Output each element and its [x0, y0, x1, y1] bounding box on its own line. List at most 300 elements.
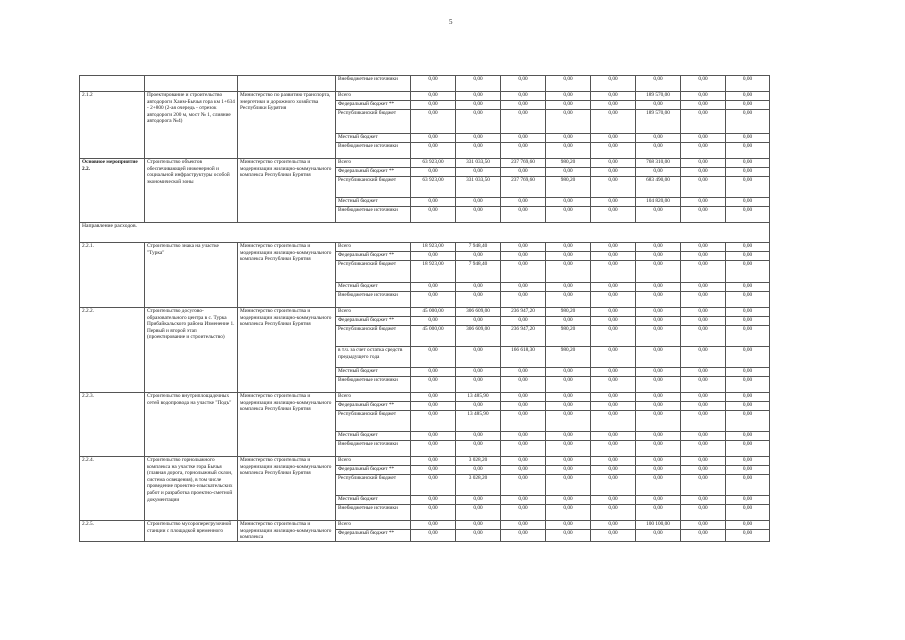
value-cell: 0,00 [591, 317, 636, 326]
value-cell: 0,00 [726, 317, 770, 326]
value-cell: 0,00 [591, 177, 636, 198]
row-executor: Министерство по развитию транспорта, энергетики и дорожного хозяйства Республики Бурятия [238, 92, 336, 159]
value-cell: 0,00 [726, 168, 770, 177]
value-cell: 0,00 [636, 243, 681, 252]
value-cell: 0,00 [546, 168, 591, 177]
value-cell: 0,00 [546, 457, 591, 466]
row-executor: Министерство строительства и модернизации жилищно-коммунального комплекса [238, 521, 336, 542]
value-cell: 0,00 [546, 432, 591, 441]
row-executor: Министерство строительства и модернизации жилищно-коммунального комплекса Республики Бурятия [238, 159, 336, 223]
value-cell: 0,00 [681, 457, 726, 466]
value-cell: 0,00 [411, 292, 456, 308]
value-cell: 0,00 [726, 377, 770, 393]
value-cell: 0,00 [456, 521, 501, 530]
value-cell: 980,20 [546, 177, 591, 198]
direction-row [80, 223, 770, 243]
funding-source: Республиканский бюджет [336, 411, 411, 432]
value-cell: 18 923,00 [411, 261, 456, 283]
value-cell: 0,00 [591, 402, 636, 411]
value-cell: 0,00 [726, 475, 770, 496]
value-cell: 0,00 [456, 134, 501, 143]
value-cell: 0,00 [636, 432, 681, 441]
value-cell: 0,00 [456, 76, 501, 92]
value-cell: 0,00 [456, 530, 501, 542]
value-cell: 0,00 [501, 292, 546, 308]
value-cell: 0,00 [591, 432, 636, 441]
value-cell: 980,20 [546, 347, 591, 368]
value-cell: 0,00 [636, 466, 681, 475]
value-cell: 0,00 [636, 283, 681, 292]
value-cell: 0,00 [456, 283, 501, 292]
value-cell: 0,00 [726, 177, 770, 198]
row-name [145, 76, 238, 92]
value-cell: 0,00 [411, 283, 456, 292]
value-cell: 0,00 [501, 377, 546, 393]
value-cell: 0,00 [636, 207, 681, 223]
value-cell: 0,00 [591, 243, 636, 252]
funding-source: Всего [336, 308, 411, 317]
value-cell: 0,00 [726, 326, 770, 347]
funding-source: Республиканский бюджет [336, 110, 411, 134]
value-cell: 0,00 [681, 317, 726, 326]
value-cell: 0,00 [546, 92, 591, 101]
funding-source: Федеральный бюджет ** [336, 530, 411, 542]
value-cell: 0,00 [456, 198, 501, 207]
table-row [80, 76, 770, 92]
value-cell: 0,00 [591, 521, 636, 530]
value-cell: 0,00 [636, 441, 681, 457]
funding-source: Местный бюджет [336, 198, 411, 207]
funding-source: Всего [336, 159, 411, 168]
value-cell: 0,00 [501, 521, 546, 530]
value-cell: 0,00 [411, 207, 456, 223]
value-cell: 0,00 [591, 347, 636, 368]
row-name: Строительство объектов обеспечивающей инженерной и социальной инфраструктуры особой экономической зоны [145, 159, 238, 223]
value-cell: 0,00 [726, 110, 770, 134]
value-cell: 0,00 [501, 143, 546, 159]
value-cell: 0,00 [546, 101, 591, 110]
value-cell: 0,00 [546, 261, 591, 283]
row-executor [238, 76, 336, 92]
value-cell: 63 923,00 [411, 159, 456, 168]
value-cell: 0,00 [411, 168, 456, 177]
value-cell: 0,00 [411, 347, 456, 368]
value-cell: 0,00 [501, 466, 546, 475]
value-cell: 0,00 [591, 393, 636, 402]
value-cell: 0,00 [681, 243, 726, 252]
value-cell: 0,00 [501, 168, 546, 177]
value-cell: 0,00 [726, 347, 770, 368]
value-cell: 0,00 [726, 134, 770, 143]
value-cell: 0,00 [591, 326, 636, 347]
value-cell: 0,00 [681, 168, 726, 177]
value-cell: 0,00 [591, 466, 636, 475]
table-row [80, 159, 770, 168]
value-cell: 0,00 [636, 530, 681, 542]
value-cell: 0,00 [456, 252, 501, 261]
value-cell: 0,00 [546, 466, 591, 475]
value-cell: 0,00 [546, 252, 591, 261]
value-cell: 0,00 [726, 466, 770, 475]
value-cell: 0,00 [546, 134, 591, 143]
value-cell: 0,00 [456, 143, 501, 159]
value-cell: 0,00 [636, 377, 681, 393]
value-cell: 0,00 [591, 110, 636, 134]
value-cell: 0,00 [681, 475, 726, 496]
value-cell: 980,20 [546, 159, 591, 168]
row-executor: Министерство строительства и модернизации жилищно-коммунального комплекса Республики Бурятия [238, 308, 336, 393]
value-cell: 0,00 [546, 292, 591, 308]
value-cell: 0,00 [681, 411, 726, 432]
value-cell: 0,00 [501, 283, 546, 292]
value-cell: 0,00 [681, 134, 726, 143]
value-cell: 0,00 [456, 402, 501, 411]
value-cell: 0,00 [456, 368, 501, 377]
row-code: 2.2.1. [80, 243, 145, 308]
funding-source: Внебюджетные источники [336, 505, 411, 521]
value-cell: 0,00 [501, 368, 546, 377]
funding-source: Всего [336, 521, 411, 530]
row-name: Проектирование и строительство автодороги Хаим-Бычья гора км 1+634 - 2+800 (2-ая очередь - отрезок автодороги 200 м, мост № 1, слияние автодорога №4) [145, 92, 238, 159]
value-cell: 0,00 [546, 441, 591, 457]
value-cell: 0,00 [681, 308, 726, 317]
value-cell: 0,00 [726, 243, 770, 252]
funding-source: Местный бюджет [336, 496, 411, 505]
row-code: Основное мероприятие 2.2. [80, 159, 145, 223]
value-cell: 7 948,40 [456, 243, 501, 252]
value-cell: 0,00 [456, 377, 501, 393]
value-cell: 331 033,50 [456, 159, 501, 168]
funding-source: Местный бюджет [336, 283, 411, 292]
row-code: 2.1.2 [80, 92, 145, 159]
value-cell: 0,00 [456, 347, 501, 368]
value-cell: 0,00 [546, 207, 591, 223]
value-cell: 0,00 [501, 110, 546, 134]
direction-label: Направление расходов. [80, 223, 770, 243]
value-cell: 189 570,00 [636, 110, 681, 134]
value-cell: 0,00 [501, 475, 546, 496]
value-cell: 0,00 [591, 292, 636, 308]
value-cell: 0,00 [681, 252, 726, 261]
funding-source: Федеральный бюджет ** [336, 466, 411, 475]
value-cell: 45 000,00 [411, 326, 456, 347]
value-cell: 0,00 [411, 496, 456, 505]
value-cell: 0,00 [591, 159, 636, 168]
value-cell: 0,00 [726, 101, 770, 110]
value-cell: 0,00 [411, 198, 456, 207]
value-cell: 0,00 [636, 101, 681, 110]
value-cell: 0,00 [726, 393, 770, 402]
value-cell: 0,00 [726, 92, 770, 101]
value-cell: 0,00 [726, 521, 770, 530]
value-cell: 0,00 [411, 530, 456, 542]
funding-source: Всего [336, 393, 411, 402]
value-cell: 0,00 [681, 92, 726, 101]
value-cell: 0,00 [636, 292, 681, 308]
value-cell: 0,00 [636, 308, 681, 317]
value-cell: 3 028,20 [456, 457, 501, 466]
value-cell: 0,00 [546, 198, 591, 207]
value-cell: 0,00 [546, 402, 591, 411]
value-cell: 0,00 [501, 496, 546, 505]
value-cell: 0,00 [726, 159, 770, 168]
value-cell: 0,00 [411, 466, 456, 475]
value-cell: 980,20 [546, 326, 591, 347]
value-cell: 189 570,00 [636, 92, 681, 101]
value-cell: 0,00 [681, 76, 726, 92]
value-cell: 0,00 [681, 496, 726, 505]
value-cell: 0,00 [546, 377, 591, 393]
value-cell: 0,00 [681, 110, 726, 134]
value-cell: 0,00 [636, 475, 681, 496]
table-row [80, 457, 770, 466]
funding-source: Всего [336, 92, 411, 101]
value-cell: 0,00 [636, 261, 681, 283]
value-cell: 0,00 [636, 496, 681, 505]
value-cell: 0,00 [501, 530, 546, 542]
value-cell: 0,00 [411, 317, 456, 326]
value-cell: 0,00 [681, 432, 726, 441]
value-cell: 100 100,00 [636, 521, 681, 530]
value-cell: 0,00 [411, 457, 456, 466]
value-cell: 0,00 [591, 411, 636, 432]
value-cell: 0,00 [591, 261, 636, 283]
value-cell: 0,00 [726, 198, 770, 207]
value-cell: 0,00 [591, 308, 636, 317]
value-cell: 0,00 [591, 530, 636, 542]
value-cell: 0,00 [501, 92, 546, 101]
value-cell: 0,00 [681, 347, 726, 368]
value-cell: 0,00 [681, 177, 726, 198]
value-cell: 0,00 [411, 441, 456, 457]
value-cell: 0,00 [681, 377, 726, 393]
value-cell: 0,00 [591, 168, 636, 177]
value-cell: 0,00 [636, 411, 681, 432]
value-cell: 0,00 [501, 252, 546, 261]
value-cell: 0,00 [591, 198, 636, 207]
funding-source: Внебюджетные источники [336, 76, 411, 92]
value-cell: 0,00 [501, 134, 546, 143]
value-cell: 0,00 [546, 496, 591, 505]
value-cell: 0,00 [636, 326, 681, 347]
value-cell: 0,00 [636, 76, 681, 92]
value-cell: 237 769,60 [501, 177, 546, 198]
value-cell: 0,00 [501, 505, 546, 521]
value-cell: 0,00 [456, 168, 501, 177]
value-cell: 0,00 [546, 368, 591, 377]
value-cell: 0,00 [456, 92, 501, 101]
value-cell: 0,00 [591, 441, 636, 457]
table-row [80, 308, 770, 317]
value-cell: 0,00 [501, 441, 546, 457]
value-cell: 0,00 [591, 92, 636, 101]
value-cell: 0,00 [456, 432, 501, 441]
value-cell: 0,00 [726, 441, 770, 457]
value-cell: 0,00 [591, 283, 636, 292]
value-cell: 0,00 [546, 411, 591, 432]
value-cell: 236 947,20 [501, 326, 546, 347]
value-cell: 0,00 [681, 368, 726, 377]
value-cell: 0,00 [726, 530, 770, 542]
value-cell: 0,00 [546, 521, 591, 530]
value-cell: 0,00 [411, 475, 456, 496]
value-cell: 0,00 [726, 283, 770, 292]
value-cell: 331 033,50 [456, 177, 501, 198]
funding-source: Федеральный бюджет ** [336, 101, 411, 110]
value-cell: 0,00 [411, 411, 456, 432]
funding-source: Федеральный бюджет ** [336, 317, 411, 326]
value-cell: 3 028,20 [456, 475, 501, 496]
funding-source: Всего [336, 243, 411, 252]
value-cell: 18 923,00 [411, 243, 456, 252]
value-cell: 0,00 [411, 393, 456, 402]
funding-source: Федеральный бюджет ** [336, 168, 411, 177]
value-cell: 0,00 [591, 368, 636, 377]
value-cell: 0,00 [546, 505, 591, 521]
value-cell: 0,00 [546, 283, 591, 292]
value-cell: 0,00 [411, 143, 456, 159]
value-cell: 0,00 [546, 530, 591, 542]
row-name: Строительство внутриплощадочных сетей водопровода на участке "Подъ" [145, 393, 238, 457]
value-cell: 0,00 [411, 76, 456, 92]
value-cell: 0,00 [636, 317, 681, 326]
funding-source: Внебюджетные источники [336, 441, 411, 457]
value-cell: 0,00 [726, 457, 770, 466]
table-row [80, 92, 770, 101]
value-cell: 0,00 [726, 207, 770, 223]
value-cell: 0,00 [591, 505, 636, 521]
value-cell: 0,00 [681, 505, 726, 521]
value-cell: 0,00 [546, 393, 591, 402]
value-cell: 0,00 [546, 475, 591, 496]
budget-table [79, 75, 770, 542]
value-cell: 63 923,00 [411, 177, 456, 198]
value-cell: 0,00 [501, 402, 546, 411]
value-cell: 0,00 [591, 475, 636, 496]
value-cell: 0,00 [546, 243, 591, 252]
funding-source: Местный бюджет [336, 432, 411, 441]
value-cell: 0,00 [726, 76, 770, 92]
value-cell: 0,00 [591, 252, 636, 261]
value-cell: 45 000,00 [411, 308, 456, 317]
value-cell: 0,00 [636, 252, 681, 261]
row-code: 2.2.3. [80, 393, 145, 457]
value-cell: 0,00 [546, 110, 591, 134]
value-cell: 0,00 [591, 143, 636, 159]
value-cell: 0,00 [501, 76, 546, 92]
table-row [80, 393, 770, 402]
row-name: Строительство досугово-образовательного центра в с. Турка Прибайкальского района Изменение 1. Первый и второй этап (проектирование и строительство) [145, 308, 238, 393]
value-cell: 0,00 [591, 76, 636, 92]
value-cell: 0,00 [501, 411, 546, 432]
value-cell: 0,00 [546, 143, 591, 159]
value-cell: 0,00 [681, 101, 726, 110]
value-cell: 0,00 [681, 292, 726, 308]
value-cell: 0,00 [456, 110, 501, 134]
value-cell: 0,00 [681, 143, 726, 159]
value-cell: 0,00 [726, 368, 770, 377]
funding-source: Внебюджетные источники [336, 207, 411, 223]
row-executor: Министерство строительства и модернизации жилищно-коммунального комплекса Республики Бурятия [238, 243, 336, 308]
value-cell: 104 820,00 [636, 198, 681, 207]
value-cell: 0,00 [681, 441, 726, 457]
funding-source: Внебюджетные источники [336, 143, 411, 159]
value-cell: 0,00 [411, 110, 456, 134]
value-cell: 0,00 [591, 496, 636, 505]
value-cell: 980,20 [546, 308, 591, 317]
value-cell: 0,00 [411, 92, 456, 101]
value-cell: 0,00 [411, 252, 456, 261]
value-cell: 0,00 [636, 134, 681, 143]
value-cell: 0,00 [681, 159, 726, 168]
value-cell: 0,00 [456, 496, 501, 505]
value-cell: 0,00 [411, 101, 456, 110]
funding-source: Местный бюджет [336, 134, 411, 143]
value-cell: 0,00 [636, 168, 681, 177]
row-name: Строительство горнолыжного комплекса на участке гора Бычья (главная дорога, горнолыжный склон, система освещения), в том числе проведение проектно-изыскательских работ и разработка проектно-сметной документации [145, 457, 238, 521]
value-cell: 0,00 [501, 198, 546, 207]
value-cell: 0,00 [501, 261, 546, 283]
value-cell: 0,00 [726, 496, 770, 505]
table-row [80, 521, 770, 530]
funding-source: Республиканский бюджет [336, 261, 411, 283]
value-cell: 0,00 [411, 368, 456, 377]
value-cell: 0,00 [636, 402, 681, 411]
funding-source: Внебюджетные источники [336, 377, 411, 393]
value-cell: 0,00 [636, 143, 681, 159]
value-cell: 0,00 [681, 198, 726, 207]
value-cell: 0,00 [591, 207, 636, 223]
value-cell: 0,00 [636, 505, 681, 521]
value-cell: 0,00 [411, 402, 456, 411]
value-cell: 237 769,60 [501, 159, 546, 168]
funding-source: Федеральный бюджет ** [336, 252, 411, 261]
value-cell: 0,00 [411, 505, 456, 521]
value-cell: 0,00 [546, 317, 591, 326]
value-cell: 0,00 [501, 207, 546, 223]
value-cell: 0,00 [726, 402, 770, 411]
value-cell: 0,00 [501, 317, 546, 326]
value-cell: 0,00 [726, 411, 770, 432]
table-row [80, 243, 770, 252]
value-cell: 0,00 [636, 457, 681, 466]
row-name: Строительство знака на участке "Турка" [145, 243, 238, 308]
funding-source: Федеральный бюджет ** [336, 402, 411, 411]
value-cell: 0,00 [411, 377, 456, 393]
row-executor: Министерство строительства и модернизации жилищно-коммунального комплекса Республики Бурятия [238, 393, 336, 457]
value-cell: 0,00 [726, 252, 770, 261]
row-code: 2.2.4. [80, 457, 145, 521]
value-cell: 0,00 [546, 76, 591, 92]
value-cell: 0,00 [636, 393, 681, 402]
value-cell: 0,00 [726, 308, 770, 317]
funding-source: Республиканский бюджет [336, 177, 411, 198]
funding-source: Местный бюджет [336, 368, 411, 377]
value-cell: 0,00 [681, 521, 726, 530]
value-cell: 0,00 [411, 521, 456, 530]
value-cell: 13 485,90 [456, 411, 501, 432]
value-cell: 7 948,40 [456, 261, 501, 283]
value-cell: 0,00 [456, 101, 501, 110]
value-cell: 0,00 [456, 441, 501, 457]
value-cell: 0,00 [591, 457, 636, 466]
row-name: Строительство мусороперегрузочной станции с площадкой временного [145, 521, 238, 542]
value-cell: 0,00 [456, 317, 501, 326]
value-cell: 768 310,00 [636, 159, 681, 168]
value-cell: 0,00 [726, 143, 770, 159]
value-cell: 0,00 [726, 432, 770, 441]
value-cell: 0,00 [411, 432, 456, 441]
